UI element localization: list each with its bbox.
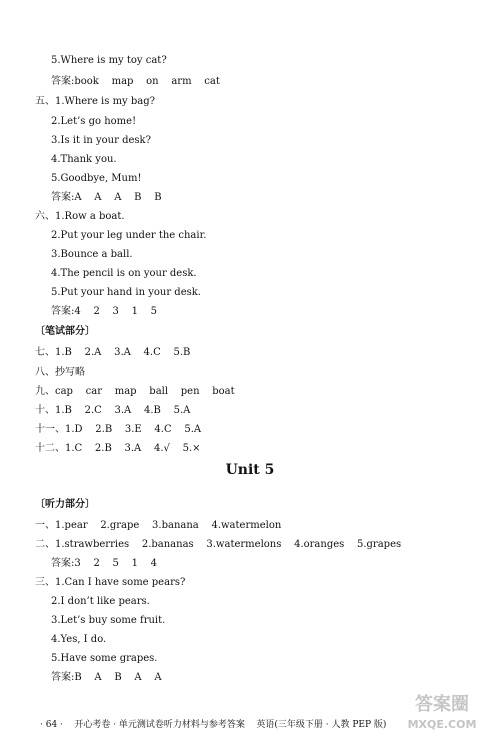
text-line-10: 2.Put your leg under the chair. bbox=[51, 230, 207, 241]
text-line-16: 七、1.B 2.A 3.A 4.C 5.B bbox=[35, 347, 191, 358]
text-line-18: 九、cap car map ball pen boat bbox=[35, 386, 235, 397]
text-line-29: 4.Yes, I do. bbox=[51, 634, 107, 645]
text-line-8: 答案:A A A B B bbox=[51, 192, 162, 203]
text-line-23: 一、1.pear 2.grape 3.banana 4.watermelon bbox=[35, 520, 282, 531]
text-line-27: 2.I don’t like pears. bbox=[51, 596, 150, 607]
text-line-5: 3.Is it in your desk? bbox=[51, 135, 151, 146]
text-line-13: 5.Put your hand in your desk. bbox=[51, 287, 201, 298]
text-line-30: 5.Have some grapes. bbox=[51, 653, 158, 664]
text-line-15: 〔笔试部分〕 bbox=[35, 326, 95, 337]
text-line-3: 五、1.Where is my bag? bbox=[35, 96, 155, 107]
text-line-25: 答案:3 2 5 1 4 bbox=[51, 558, 158, 569]
text-line-17: 八、抄写略 bbox=[35, 367, 85, 378]
text-line-19: 十、1.B 2.C 3.A 4.B 5.A bbox=[35, 405, 191, 416]
text-line-2: 答案:book map on arm cat bbox=[51, 76, 220, 87]
watermark-logo bbox=[394, 688, 490, 734]
text-line-4: 2.Let’s go home! bbox=[51, 116, 137, 127]
text-line-6: 4.Thank you. bbox=[51, 154, 117, 165]
text-line-1: 5.Where is my toy cat? bbox=[51, 55, 167, 66]
text-line-7: 5.Goodbye, Mum! bbox=[51, 173, 142, 184]
text-line-12: 4.The pencil is on your desk. bbox=[51, 268, 197, 279]
text-line-20: 十一、1.D 2.B 3.E 4.C 5.A bbox=[35, 424, 202, 435]
watermark-top-text: 答案圈 bbox=[415, 694, 469, 715]
text-line-9: 六、1.Row a boat. bbox=[35, 211, 125, 222]
page-footer: · 64 · 开心考卷 · 单元测试卷听力材料与参考答案 英语(三年级下册 · 人教 PEP 版) bbox=[40, 720, 387, 730]
text-line-24: 二、1.strawberries 2.bananas 3.watermelons 4.oranges 5.grapes bbox=[35, 539, 402, 550]
text-line-28: 3.Let’s buy some fruit. bbox=[51, 615, 166, 626]
text-line-11: 3.Bounce a ball. bbox=[51, 249, 133, 260]
text-line-21: 十二、1.C 2.B 3.A 4.√ 5.× bbox=[35, 443, 201, 454]
text-line-26: 三、1.Can I have some pears? bbox=[35, 577, 186, 588]
text-line-14: 答案:4 2 3 1 5 bbox=[51, 306, 158, 317]
text-line-22: 〔听力部分〕 bbox=[35, 499, 95, 510]
unit-title: Unit 5 bbox=[225, 462, 275, 478]
text-line-31: 答案:B A B A A bbox=[51, 672, 162, 683]
watermark-bottom-text: MXQE.COM bbox=[407, 718, 477, 731]
